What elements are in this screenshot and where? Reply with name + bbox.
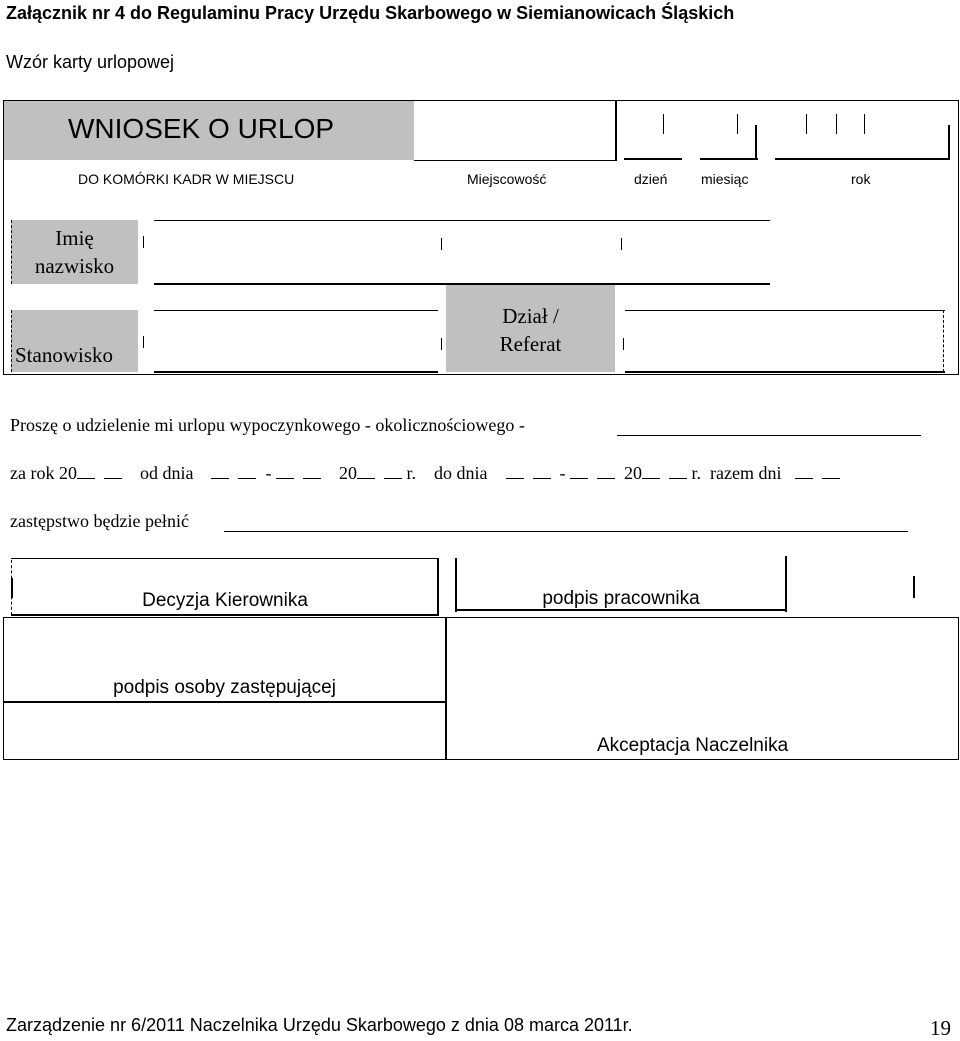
month-field-line[interactable] [700, 158, 758, 160]
to-year-blank[interactable] [642, 464, 660, 479]
month-label: miesiąc [701, 171, 749, 187]
to-department-label: DO KOMÓRKI KADR W MIEJSCU [78, 171, 295, 187]
lower-block-top [3, 617, 958, 618]
name-label-line1: Imię [55, 226, 94, 250]
place-field-top [414, 100, 619, 101]
year-tick-3 [864, 114, 865, 134]
position-tick-2 [441, 338, 442, 350]
day-tick [663, 114, 664, 134]
from-twenty: 20 [338, 463, 357, 483]
to-r-label: r. [691, 463, 702, 483]
lower-block-right [958, 617, 959, 760]
dept-field-dash [943, 310, 944, 372]
manager-box-bottom [11, 614, 439, 616]
name-tick-2 [441, 238, 442, 250]
form-subtitle: Wzór karty urlopowej [6, 52, 175, 72]
date-range-line [10, 463, 840, 484]
from-year-blank[interactable] [357, 464, 375, 479]
dept-label-line2: Referat [499, 332, 562, 356]
block-bottom-border [3, 374, 958, 375]
total-label: razem dni [710, 463, 782, 483]
dept-label-line1: Dział / [502, 304, 559, 328]
from-label: od dnia [139, 463, 194, 483]
dept-label [446, 302, 615, 358]
name-tick-1 [143, 236, 144, 248]
to-dash: - [559, 463, 566, 483]
position-tick-1 [143, 336, 144, 348]
from-month-blank-2[interactable] [303, 464, 321, 479]
from-dash: - [265, 463, 272, 483]
to-label: do dnia [434, 463, 488, 483]
from-year-blank-2[interactable] [384, 464, 402, 479]
from-r-label: r. [406, 463, 416, 483]
name-label-line2: nazwisko [34, 254, 115, 278]
name-field-top [154, 220, 770, 221]
month-tick [737, 114, 738, 134]
form-right-border [958, 100, 959, 375]
substitute-signature-line[interactable] [3, 701, 446, 703]
place-field-divider [615, 100, 617, 160]
form-title: WNIOSEK O URLOP [68, 113, 335, 144]
name-tick-3 [621, 238, 622, 250]
to-month-blank[interactable] [570, 464, 588, 479]
year-blank-1[interactable] [77, 464, 95, 479]
position-label: Stanowisko [15, 343, 114, 367]
year-tick-1 [806, 114, 807, 134]
request-text: Proszę o udzielenie mi urlopu wypoczynkowego - okolicznościowego - [10, 415, 525, 435]
to-day-blank[interactable] [506, 464, 524, 479]
dept-field-line[interactable] [625, 371, 945, 373]
total-blank-1[interactable] [795, 464, 813, 479]
employee-extra-tick [913, 576, 915, 598]
position-field-line[interactable] [154, 371, 438, 373]
month-end-tick [755, 125, 757, 160]
dept-field-top [625, 310, 945, 311]
position-field-top [154, 310, 438, 311]
to-month-blank-2[interactable] [597, 464, 615, 479]
substitute-field[interactable] [224, 531, 908, 532]
request-type-field[interactable] [617, 435, 921, 436]
place-field-underline [414, 160, 617, 161]
year-tick-2 [836, 114, 837, 134]
page-number: 19 [930, 1016, 951, 1040]
day-field-line[interactable] [624, 158, 682, 160]
manager-decision-label: Decyzja Kierownika [142, 590, 308, 611]
substitute-label: zastępstwo będzie pełnić [10, 511, 189, 531]
substitute-signature-label: podpis osoby zastępującej [113, 677, 336, 698]
total-blank-2[interactable] [822, 464, 840, 479]
dept-tick [623, 338, 624, 350]
footer-ordinance: Zarządzenie nr 6/2011 Naczelnika Urzędu Skarbowego z dnia 08 marca 2011r. [6, 1015, 633, 1035]
name-label [11, 224, 138, 280]
place-label: Miejscowość [467, 171, 547, 187]
year-end-tick [948, 125, 950, 160]
attachment-heading: Załącznik nr 4 do Regulaminu Pracy Urzędu Skarbowego w Siemianowicach Śląskich [6, 3, 735, 23]
employee-signature-label: podpis pracownika [542, 588, 700, 609]
from-month-blank[interactable] [276, 464, 294, 479]
head-acceptance-label: Akceptacja Naczelnika [597, 735, 789, 756]
from-day-blank-2[interactable] [238, 464, 256, 479]
to-twenty: 20 [624, 463, 642, 483]
year-label: rok [851, 171, 871, 187]
year-blank-2[interactable] [104, 464, 122, 479]
to-day-blank-2[interactable] [533, 464, 551, 479]
manager-box-top [11, 558, 439, 559]
year-prefix: za rok 20 [10, 463, 77, 483]
lower-block-bottom [3, 759, 958, 760]
to-year-blank-2[interactable] [669, 464, 687, 479]
day-label: dzień [634, 171, 668, 187]
from-day-blank[interactable] [211, 464, 229, 479]
year-field-line[interactable] [775, 158, 950, 160]
